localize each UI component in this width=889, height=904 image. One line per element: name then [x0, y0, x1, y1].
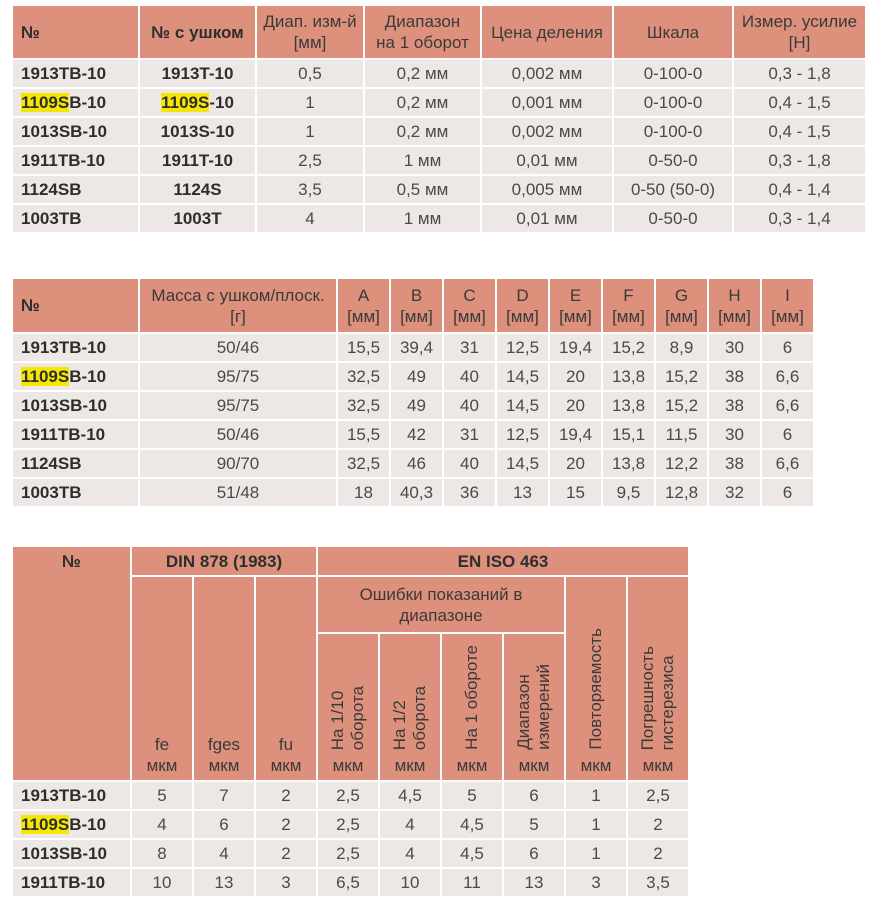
table-cell: 20: [550, 450, 601, 477]
errors-header: [318, 577, 564, 632]
table-cell: 3: [256, 869, 316, 896]
dimensions-col-header: [603, 279, 654, 332]
table-row: [13, 363, 813, 390]
table-cell: 4,5: [380, 782, 440, 809]
model-number: [13, 334, 138, 361]
din-col-fe: [132, 577, 192, 780]
table-cell: 2,5: [628, 782, 688, 809]
cell-div: 0,01 мм: [482, 147, 612, 174]
table-row: [13, 450, 813, 477]
table-cell: 4: [380, 811, 440, 838]
table-row: [13, 205, 865, 232]
table-row: [13, 869, 688, 896]
model-number: [13, 176, 138, 203]
header-line: [г]: [230, 306, 246, 326]
header-line: Диап. изм-й: [263, 12, 357, 31]
table-cell: 15,1: [603, 421, 654, 448]
table-cell: 6: [504, 782, 564, 809]
model-number-text: 1124SB: [21, 179, 82, 199]
model-number-text: 1911TB-10: [21, 872, 106, 892]
table-cell: 2,5: [318, 782, 378, 809]
cell-scale: 0-50 (50-0): [614, 176, 732, 203]
model-number: [13, 840, 130, 867]
table-cell: 49: [391, 363, 442, 390]
label-line: На 1/2: [390, 699, 409, 750]
dimensions-col-header: [338, 279, 389, 332]
cell-per_turn: 0,5 мм: [365, 176, 480, 203]
specs-col-header: [13, 6, 138, 58]
table-row: [13, 421, 813, 448]
table-cell: 6,5: [318, 869, 378, 896]
table-cell: 4: [194, 840, 254, 867]
cell-div: 0,002 мм: [482, 60, 612, 87]
header-line: D: [516, 285, 529, 305]
table-row: [13, 118, 865, 145]
err-col-range: [504, 634, 564, 780]
table-cell: 4,5: [442, 840, 502, 867]
table-cell: 12,8: [656, 479, 707, 506]
model-number: [140, 89, 255, 116]
model-number: [13, 450, 138, 477]
table-cell: 7: [194, 782, 254, 809]
table-cell: 6: [504, 840, 564, 867]
cell-range: 3,5: [257, 176, 363, 203]
table-cell: 30: [709, 421, 760, 448]
table-cell: 2,5: [318, 811, 378, 838]
header-line: №: [21, 22, 40, 42]
table-cell: 13,8: [603, 363, 654, 390]
table-row: [13, 811, 688, 838]
label-line: На 1/10: [328, 690, 347, 750]
cell-scale: 0-100-0: [614, 89, 732, 116]
table-cell: 5: [442, 782, 502, 809]
model-number: [13, 869, 130, 896]
cell-scale: 0-100-0: [614, 118, 732, 145]
label-line: Повторяемость: [586, 628, 605, 750]
specs-col-header: [482, 6, 612, 58]
rotated-label: [328, 686, 368, 750]
specs-col-header: [365, 6, 480, 58]
header-line: [мм]: [347, 306, 380, 326]
header-line: E: [569, 285, 582, 305]
table-cell: 4: [380, 840, 440, 867]
table-cell: 2: [256, 782, 316, 809]
table-cell: 1: [566, 811, 626, 838]
model-number: [13, 147, 138, 174]
iso-header: EN ISO 463: [318, 547, 688, 575]
model-number-text: 1911TB-10: [21, 424, 106, 444]
err-col-1: [442, 634, 502, 780]
table-cell: 2: [628, 811, 688, 838]
cell-div: 0,005 мм: [482, 176, 612, 203]
model-number: [13, 421, 138, 448]
model-number-text: B-10: [69, 814, 107, 834]
col-unit: мкм: [580, 756, 612, 775]
table-cell: 18: [338, 479, 389, 506]
model-number-text: 1003TB: [21, 482, 82, 502]
table-cell: 2: [256, 811, 316, 838]
label-line: Диапазон: [514, 674, 533, 750]
table-cell: 12,5: [497, 421, 548, 448]
model-number: [13, 392, 138, 419]
table-cell: 13: [497, 479, 548, 506]
table-row: [13, 782, 688, 809]
table-cell: 20: [550, 363, 601, 390]
table-cell: 50/46: [140, 421, 336, 448]
table-cell: 46: [391, 450, 442, 477]
model-number-text: 1913TB-10: [21, 785, 107, 805]
model-number: [140, 60, 255, 87]
dimensions-col-header: [656, 279, 707, 332]
dimensions-header-row: [13, 279, 813, 332]
header-line: [мм]: [771, 306, 804, 326]
table-row: [13, 147, 865, 174]
header-line: Цена деления: [491, 22, 603, 42]
dimensions-col-header: [391, 279, 442, 332]
specs-col-header: [614, 6, 732, 58]
specs-col-header: [734, 6, 865, 58]
cell-per_turn: 0,2 мм: [365, 89, 480, 116]
rotated-label: [462, 645, 482, 750]
cell-force: 0,4 - 1,4: [734, 176, 865, 203]
header-line: [мм]: [453, 306, 486, 326]
cell-range: 4: [257, 205, 363, 232]
errors-header-line-1: Ошибки показаний в: [359, 584, 523, 604]
cell-range: 1: [257, 118, 363, 145]
table-cell: 8,9: [656, 334, 707, 361]
table-cell: 19,4: [550, 421, 601, 448]
table-cell: 40: [444, 363, 495, 390]
highlight-mark: 1109S: [161, 92, 210, 112]
table-cell: 40: [444, 392, 495, 419]
header-line: [мм]: [665, 306, 698, 326]
table-cell: 40,3: [391, 479, 442, 506]
table-cell: 95/75: [140, 392, 336, 419]
header-line: [мм]: [612, 306, 645, 326]
model-number-text: 1013SB-10: [21, 843, 108, 863]
dimensions-col-header: [140, 279, 336, 332]
accuracy-body: [13, 782, 688, 896]
table-cell: 3,5: [628, 869, 688, 896]
col-unit: мкм: [146, 756, 178, 775]
header-line: F: [623, 285, 634, 305]
table-cell: 31: [444, 334, 495, 361]
col-unit: мкм: [642, 756, 674, 775]
hysteresis-header: [628, 577, 688, 780]
table-cell: 6: [194, 811, 254, 838]
table-cell: 8: [132, 840, 192, 867]
table-cell: 13: [194, 869, 254, 896]
dimensions-col-header: [550, 279, 601, 332]
table-cell: 1: [566, 840, 626, 867]
col-unit: мкм: [270, 756, 302, 775]
table-cell: 15,2: [656, 363, 707, 390]
model-number-text: -10: [209, 92, 234, 112]
accuracy-header-row-1: [13, 547, 688, 575]
rotated-label: [586, 628, 606, 750]
table-cell: 42: [391, 421, 442, 448]
model-number-text: 1913TB-10: [21, 337, 107, 357]
model-number: [140, 176, 255, 203]
repeatability-header: [566, 577, 626, 780]
model-number-text: B-10: [69, 366, 107, 386]
model-number: [13, 205, 138, 232]
cell-scale: 0-100-0: [614, 60, 732, 87]
dimensions-table: [11, 277, 815, 508]
table-cell: 9,5: [603, 479, 654, 506]
model-number-text: 1003TB: [21, 208, 82, 228]
dimensions-col-header: [762, 279, 813, 332]
label-line: На 1 обороте: [462, 645, 481, 750]
table-cell: 15,2: [656, 392, 707, 419]
table-cell: 14,5: [497, 363, 548, 390]
label-line: гистерезиса: [658, 654, 677, 750]
cell-per_turn: 0,2 мм: [365, 60, 480, 87]
model-number-text: 1013SB-10: [21, 395, 108, 415]
header-line: [мм]: [506, 306, 539, 326]
header-line: I: [785, 285, 790, 305]
col-unit: мкм: [394, 756, 426, 775]
header-line: B: [410, 285, 423, 305]
header-line: G: [674, 285, 689, 305]
specs-col-header: [140, 6, 255, 58]
table-cell: 30: [709, 334, 760, 361]
header-line: [Н]: [788, 33, 811, 52]
highlight-mark: 1109S: [21, 366, 70, 386]
specs-header-row: [13, 6, 865, 58]
table-cell: 51/48: [140, 479, 336, 506]
rotated-label: [514, 664, 554, 750]
col-unit: мкм: [456, 756, 488, 775]
table-row: [13, 176, 865, 203]
model-number-text: 1124SB: [21, 453, 82, 473]
cell-div: 0,01 мм: [482, 205, 612, 232]
col-name: fe: [154, 735, 170, 754]
table-cell: 49: [391, 392, 442, 419]
cell-range: 1: [257, 89, 363, 116]
table-cell: 4,5: [442, 811, 502, 838]
model-number-text: B-10: [69, 92, 107, 112]
table-cell: 13,8: [603, 392, 654, 419]
header-line: [мм]: [559, 306, 592, 326]
errors-header-line-2: диапазоне: [399, 605, 483, 625]
model-number-text: 1013S-10: [160, 121, 235, 141]
cell-div: 0,002 мм: [482, 118, 612, 145]
table-cell: 12,2: [656, 450, 707, 477]
table-cell: 3: [566, 869, 626, 896]
header-line: A: [357, 285, 370, 305]
model-number: [140, 205, 255, 232]
table-cell: 6: [762, 334, 813, 361]
cell-force: 0,4 - 1,5: [734, 89, 865, 116]
rotated-label: [638, 646, 678, 750]
cell-per_turn: 0,2 мм: [365, 118, 480, 145]
highlight-mark: 1109S: [21, 92, 70, 112]
col-name: fges: [207, 735, 241, 754]
table-cell: 2: [628, 840, 688, 867]
table-cell: 5: [504, 811, 564, 838]
accuracy-no-header: №: [13, 547, 130, 780]
table-cell: 10: [132, 869, 192, 896]
table-cell: 32,5: [338, 450, 389, 477]
table-cell: 12,5: [497, 334, 548, 361]
table-row: [13, 392, 813, 419]
specs-col-header: [257, 6, 363, 58]
table-row: [13, 479, 813, 506]
header-line: на 1 оборот: [376, 33, 469, 52]
header-line: [мм]: [293, 33, 327, 52]
err-col-1-2: [380, 634, 440, 780]
table-cell: 6: [762, 421, 813, 448]
table-cell: 6: [762, 479, 813, 506]
header-line: H: [728, 285, 741, 305]
err-col-1-10: [318, 634, 378, 780]
model-number-text: 1003T: [173, 208, 222, 228]
table-cell: 4: [132, 811, 192, 838]
header-line: №: [21, 296, 40, 315]
table-cell: 15: [550, 479, 601, 506]
table-cell: 6,6: [762, 363, 813, 390]
cell-force: 0,3 - 1,8: [734, 60, 865, 87]
model-number-text: 1913TB-10: [21, 63, 107, 83]
cell-range: 2,5: [257, 147, 363, 174]
table-cell: 40: [444, 450, 495, 477]
model-number: [140, 118, 255, 145]
header-line: [мм]: [718, 306, 751, 326]
table-cell: 15,2: [603, 334, 654, 361]
table-cell: 11: [442, 869, 502, 896]
table-cell: 11,5: [656, 421, 707, 448]
cell-per_turn: 1 мм: [365, 147, 480, 174]
label-line: оборота: [348, 685, 367, 750]
rotated-label: [390, 686, 430, 750]
table-cell: 14,5: [497, 450, 548, 477]
model-number-text: 1911TB-10: [21, 150, 106, 170]
cell-scale: 0-50-0: [614, 147, 732, 174]
model-number-text: 1013SB-10: [21, 121, 108, 141]
table-cell: 2: [256, 840, 316, 867]
table-cell: 32,5: [338, 363, 389, 390]
table-cell: 95/75: [140, 363, 336, 390]
specs-table: [11, 4, 867, 234]
table-cell: 32,5: [338, 392, 389, 419]
header-line: [мм]: [400, 306, 433, 326]
col-unit: мкм: [208, 756, 240, 775]
model-number-text: 1124S: [173, 179, 222, 199]
model-number: [13, 118, 138, 145]
col-unit: мкм: [518, 756, 550, 775]
table-cell: 50/46: [140, 334, 336, 361]
model-number: [13, 89, 138, 116]
model-number: [13, 60, 138, 87]
table-cell: 15,5: [338, 334, 389, 361]
table-cell: 36: [444, 479, 495, 506]
cell-scale: 0-50-0: [614, 205, 732, 232]
cell-force: 0,3 - 1,8: [734, 147, 865, 174]
table-cell: 38: [709, 363, 760, 390]
dimensions-col-header: [444, 279, 495, 332]
header-line: Измер. усилие: [741, 12, 858, 31]
model-number-text: 1913T-10: [161, 63, 234, 83]
header-line: C: [463, 285, 476, 305]
table-row: [13, 334, 813, 361]
table-cell: 32: [709, 479, 760, 506]
table-cell: 38: [709, 450, 760, 477]
model-number: [140, 147, 255, 174]
table-cell: 13: [504, 869, 564, 896]
label-line: оборота: [410, 685, 429, 750]
cell-force: 0,4 - 1,5: [734, 118, 865, 145]
label-line: Погрешность: [638, 645, 657, 750]
table-cell: 6,6: [762, 392, 813, 419]
table-cell: 38: [709, 392, 760, 419]
table-row: [13, 840, 688, 867]
cell-div: 0,001 мм: [482, 89, 612, 116]
highlight-mark: 1109S: [21, 814, 70, 834]
table-cell: 5: [132, 782, 192, 809]
table-row: [13, 60, 865, 87]
table-cell: 19,4: [550, 334, 601, 361]
col-name: fu: [278, 735, 294, 754]
cell-force: 0,3 - 1,4: [734, 205, 865, 232]
cell-per_turn: 1 мм: [365, 205, 480, 232]
table-cell: 90/70: [140, 450, 336, 477]
table-cell: 6,6: [762, 450, 813, 477]
dimensions-col-header: [13, 279, 138, 332]
header-line: Диапазон: [384, 12, 461, 31]
table-cell: 1: [566, 782, 626, 809]
table-cell: 2,5: [318, 840, 378, 867]
model-number: [13, 811, 130, 838]
table-row: [13, 89, 865, 116]
cell-range: 0,5: [257, 60, 363, 87]
table-cell: 14,5: [497, 392, 548, 419]
accuracy-table: [11, 545, 690, 898]
model-number: [13, 782, 130, 809]
dimensions-col-header: [709, 279, 760, 332]
din-col-fu: [256, 577, 316, 780]
table-cell: 31: [444, 421, 495, 448]
col-unit: мкм: [332, 756, 364, 775]
header-line: Масса с ушком/плоск.: [151, 285, 325, 305]
header-line: № с ушком: [151, 22, 244, 42]
model-number-text: 1911T-10: [162, 150, 233, 170]
table-cell: 15,5: [338, 421, 389, 448]
dimensions-body: [13, 334, 813, 506]
header-line: Шкала: [646, 22, 700, 42]
model-number: [13, 479, 138, 506]
din-header: DIN 878 (1983): [132, 547, 316, 575]
label-line: измерений: [534, 664, 553, 750]
table-cell: 13,8: [603, 450, 654, 477]
table-cell: 10: [380, 869, 440, 896]
model-number: [13, 363, 138, 390]
specs-body: [13, 60, 865, 232]
din-col-fges: [194, 577, 254, 780]
dimensions-col-header: [497, 279, 548, 332]
table-cell: 20: [550, 392, 601, 419]
table-cell: 39,4: [391, 334, 442, 361]
